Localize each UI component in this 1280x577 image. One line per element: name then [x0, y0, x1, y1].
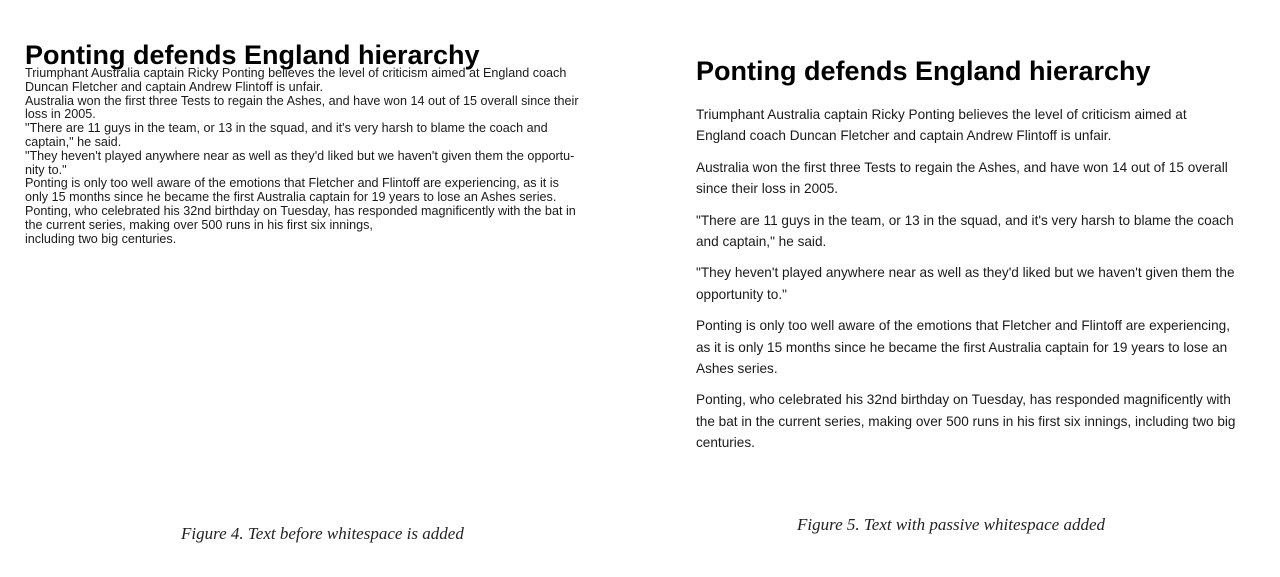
figure-caption: Figure 5. Text with passive whitespace added — [797, 515, 1106, 534]
paragraph: Ponting is only too well aware of the emotions that Fletcher and Flintoff are experiencing, as it is only 15 months since he became the first Australia captain for 19 years to lose an Ashes series. — [696, 318, 1230, 377]
text-line: Ponting is only too well aware of the emotions that Fletcher and Flintoff are experiencing, as it is — [25, 176, 559, 191]
paragraph: "There are 11 guys in the team, or 13 in the squad, and it's very harsh to blame the coach and captain," he said. — [696, 212, 1234, 250]
text-line: loss in 2005. — [25, 107, 96, 122]
text-line: Australia won the first three Tests to regain the Ashes, and have won 14 out of 15 overall since their — [25, 93, 579, 108]
paragraph: Triumphant Australia captain Ricky Ponting believes the level of criticism aimed at England coach Duncan Fletcher and captain Andrew Flintoff is unfair. — [696, 107, 1187, 144]
article-title: Ponting defends England hierarchy — [696, 56, 1151, 86]
figure-with-whitespace — [640, 0, 1280, 577]
text-line: nity to." — [25, 162, 67, 177]
text-line: captain," he said. — [25, 134, 122, 149]
text-line: Duncan Fletcher and captain Andrew Flintoff is unfair. — [25, 79, 323, 94]
text-line: including two big centuries. — [25, 231, 177, 246]
text-line: "They heven't played anywhere near as well as they'd liked but we haven't given them the opportu- — [25, 148, 575, 163]
text-line: "There are 11 guys in the team, or 13 in the squad, and it's very harsh to blame the coach and — [25, 121, 548, 136]
spaced-article — [696, 54, 1236, 464]
text-line: Triumphant Australia captain Ricky Ponting believes the level of criticism aimed at England coach — [25, 66, 567, 80]
text-line: only 15 months since he became the first Australia captain for 19 years to lose an Ashes series. — [25, 190, 557, 205]
text-line: Ponting, who celebrated his 32nd birthday on Tuesday, has responded magnificently with the bat in — [25, 203, 576, 218]
figure-caption: Figure 4. Text before whitespace is added — [181, 524, 464, 543]
paragraph: Australia won the first three Tests to regain the Ashes, and have won 14 out of 15 overall since their loss in 2005. — [696, 159, 1228, 197]
text-line: the current series, making over 500 runs in his first six innings, — [25, 217, 373, 232]
paragraph: Ponting, who celebrated his 32nd birthday on Tuesday, has responded magnificently with the bat in the current series, making over 500 runs in his first six innings, including two big centuries. — [696, 392, 1236, 451]
article-title: Ponting defends England hierarchy — [25, 40, 480, 70]
cramped-article — [25, 40, 635, 246]
paragraph: "They heven't played anywhere near as well as they'd liked but we haven't given them the opportunity to." — [696, 265, 1235, 302]
